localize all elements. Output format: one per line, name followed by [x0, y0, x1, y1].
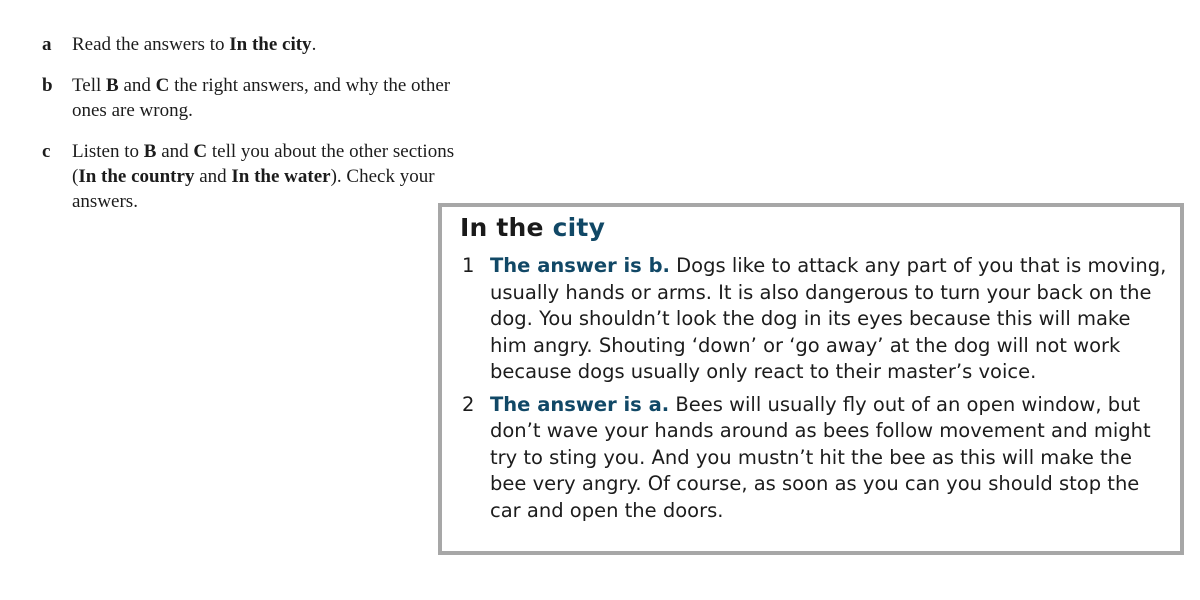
- instruction-list: [42, 32, 482, 230]
- answer-list: [460, 253, 1172, 530]
- instruction-text-part-bold: B: [106, 75, 119, 96]
- instruction-text-part: and: [118, 75, 156, 96]
- answer-number: 1: [462, 254, 475, 277]
- instruction-text-part-bold: In the city: [229, 34, 312, 55]
- instruction-text-part-bold: C: [155, 75, 170, 96]
- answer-text: [490, 253, 1172, 386]
- instruction-letter: a: [42, 34, 52, 55]
- instruction-text: [72, 32, 316, 57]
- instruction-item-a: [42, 32, 482, 57]
- instruction-text-part: the right answers, and why the other ones are wrong.: [72, 75, 451, 121]
- instruction-text-part: Tell: [72, 75, 107, 96]
- answer-box-title-prefix: In the: [460, 213, 553, 242]
- instruction-text: [72, 73, 482, 123]
- instruction-text-part: ). Check your answers.: [72, 166, 435, 212]
- instruction-letter: b: [42, 75, 53, 96]
- answer-text: [490, 392, 1172, 525]
- instruction-text-part-bold: In the water: [231, 166, 331, 187]
- instruction-text-part: Listen to: [72, 141, 144, 162]
- answer-number: 2: [462, 392, 475, 416]
- answer-item-2: [460, 392, 1172, 525]
- answer-lead: The answer is b.: [490, 254, 670, 277]
- instruction-text-part: tell you about the other sections (: [72, 141, 455, 187]
- instruction-text-part-bold: In the country: [78, 166, 195, 187]
- answer-lead: The answer is a.: [490, 392, 670, 416]
- instruction-text: [72, 139, 482, 214]
- instruction-text-part: .: [311, 34, 317, 55]
- answer-box: [438, 203, 1184, 555]
- answer-box-title-accent: city: [552, 213, 606, 242]
- instruction-text-part: Read the answers to: [72, 34, 230, 55]
- instruction-letter: c: [42, 141, 51, 162]
- answer-box-title: [460, 213, 605, 242]
- instruction-text-part: and: [194, 166, 232, 187]
- instruction-item-c: [42, 139, 482, 214]
- answer-body: Bees will usually fly out of an open window, but don’t wave your hands around as bees follow movement and might try to sting you. And you mustn’t hit the bee as this will make the bee very angry. Of course, as soon as you can you should stop the car and open the doors.: [490, 392, 1151, 522]
- answer-item-1: [460, 253, 1172, 386]
- instruction-text-part-bold: B: [143, 141, 157, 162]
- instruction-item-b: [42, 73, 482, 123]
- instruction-text-part: and: [156, 141, 194, 162]
- instruction-text-part-bold: C: [193, 141, 208, 162]
- answer-body: Dogs like to attack any part of you that is moving, usually hands or arms. It is also dangerous to turn your back on the dog. You shouldn’t look the dog in its eyes because this will make him angry. Shouting ‘down’ or ‘go away’ at the dog will not work because dogs usually only react to their master’s voice.: [490, 254, 1167, 383]
